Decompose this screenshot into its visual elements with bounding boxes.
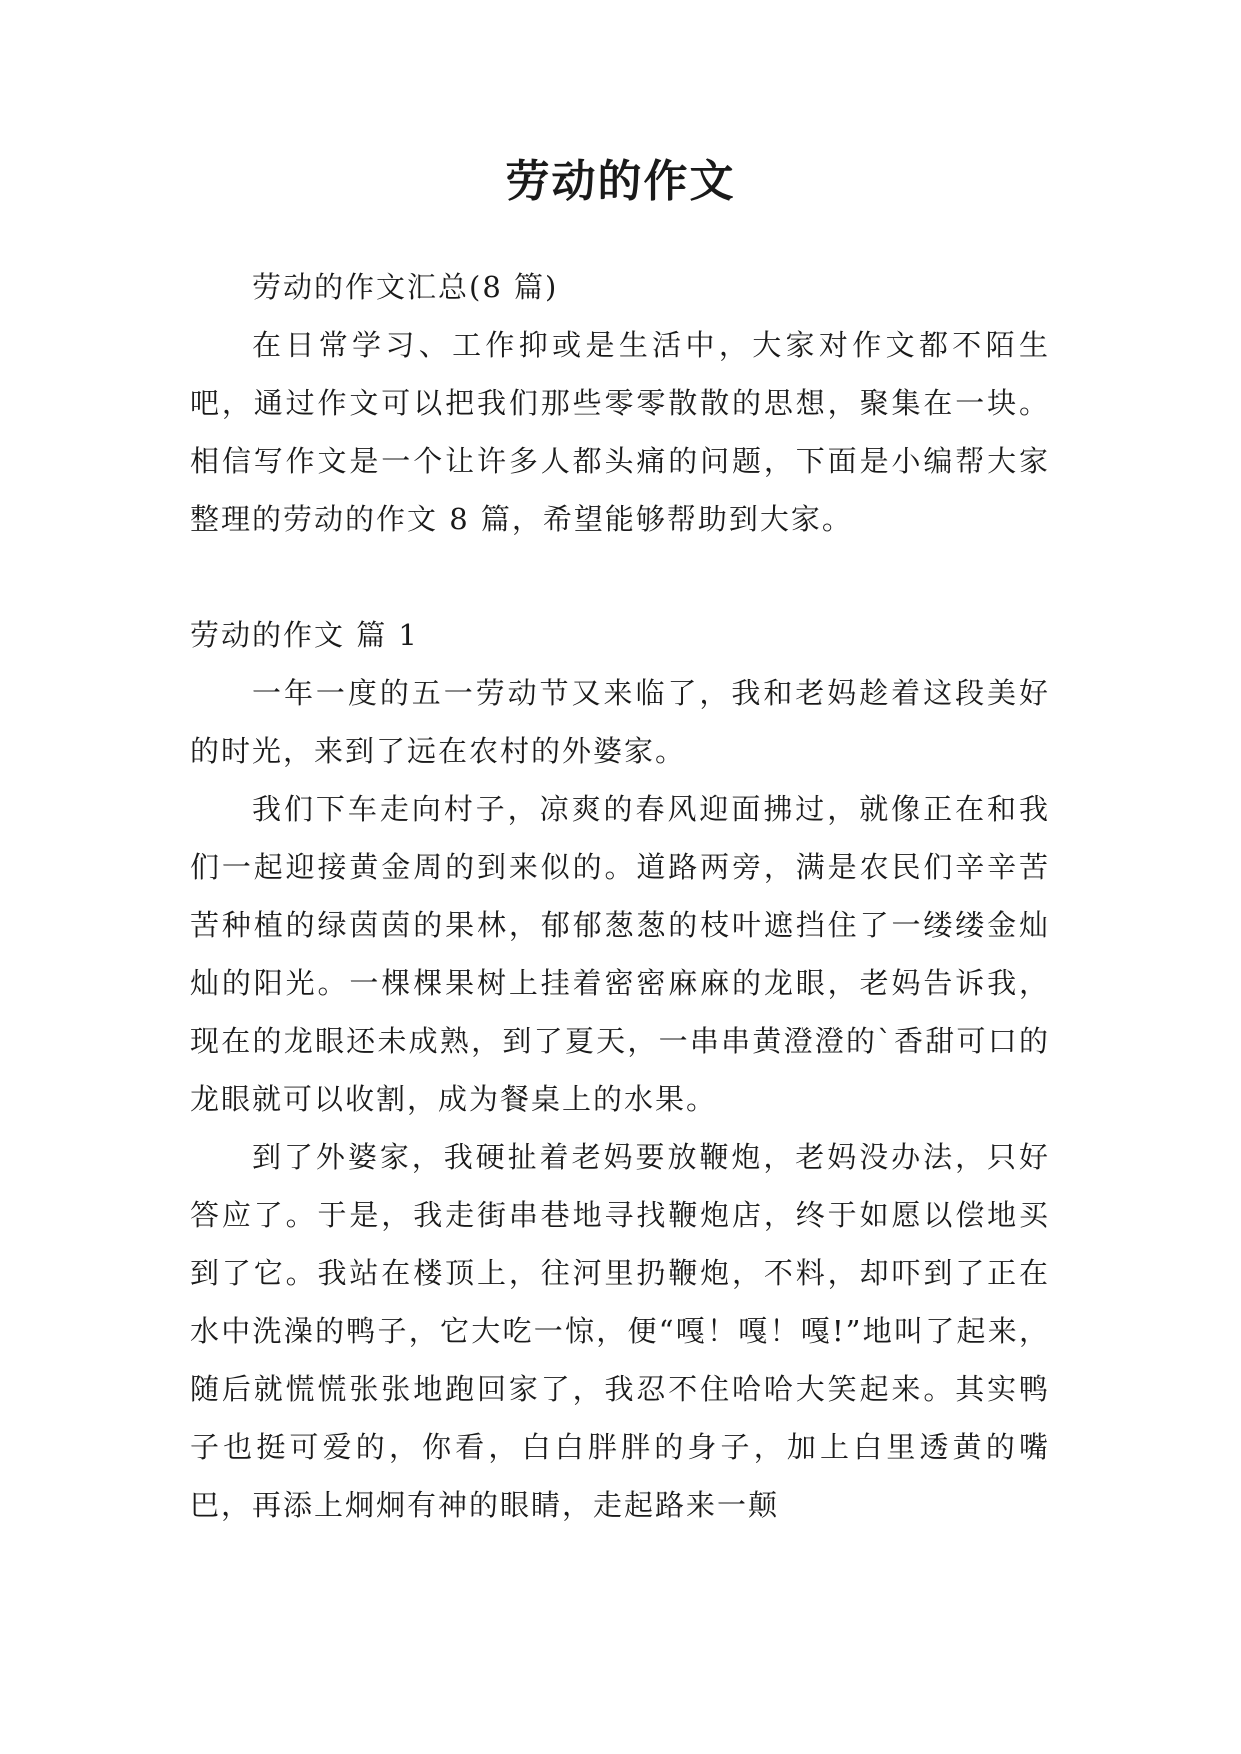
section-heading: 劳动的作文 篇 1 [190, 618, 419, 652]
intro-paragraph: 在日常学习、工作抑或是生活中，大家对作文都不陌生吧，通过作文可以把我们那些零零散散的思想，聚集在一块。相信写作文是一个让许多人都头痛的问题，下面是小编帮大家整理的劳动的作文 8 篇，希望能够帮助到大家。 [190, 328, 1050, 536]
body-paragraph: 到了外婆家，我硬扯着老妈要放鞭炮，老妈没办法，只好答应了。于是，我走街串巷地寻找鞭炮店，终于如愿以偿地买到了它。我站在楼顶上，往河里扔鞭炮，不料，却吓到了正在水中洗澡的鸭子，它大吃一惊，便“嘎！嘎！嘎!”地叫了起来，随后就慌慌张张地跑回家了，我忍不住哈哈大笑起来。其实鸭子也挺可爱的，你看，白白胖胖的身子，加上白里透黄的嘴巴，再添上炯炯有神的眼睛，走起路来一颠 [190, 1140, 1050, 1522]
section-spacer [190, 548, 1050, 606]
document-subtitle: 劳动的作文汇总(8 篇) [252, 270, 559, 304]
body-paragraph: 我们下车走向村子，凉爽的春风迎面拂过，就像正在和我们一起迎接黄金周的到来似的。道路两旁，满是农民们辛辛苦苦种植的绿茵茵的果林，郁郁葱葱的枝叶遮挡住了一缕缕金灿灿的阳光。一棵棵果树上挂着密密麻麻的龙眼，老妈告诉我，现在的龙眼还未成熟，到了夏天，一串串黄澄澄的`香甜可口的龙眼就可以收割，成为餐桌上的水果。 [190, 792, 1050, 1116]
document-body [190, 258, 1050, 1534]
body-paragraph: 一年一度的五一劳动节又来临了，我和老妈趁着这段美好的时光，来到了远在农村的外婆家。 [190, 676, 1050, 768]
document-title: 劳动的作文 [505, 156, 736, 207]
